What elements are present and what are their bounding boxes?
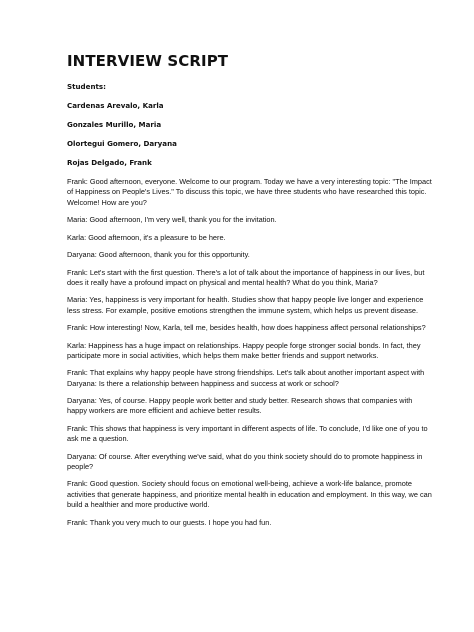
dialogue-paragraph: Daryana: Good afternoon, thank you for this opportunity. [67, 250, 250, 260]
dialogue-paragraph: Frank: This shows that happiness is very important in different aspects of life. To conclude, I'd like one of you to ask me a question. [67, 423, 428, 444]
student-name: Olortegui Gomero, Daryana [67, 139, 177, 148]
dialogue-paragraph: Daryana: Of course. After everything we've said, what do you think society should do to promote happiness in people? [67, 451, 423, 471]
dialogue-paragraph: Maria: Yes, happiness is very important for health. Studies show that happy people live longer and experience less stress. For example, positive emotions strengthen the immune system, which helps us prevent disease. [67, 295, 424, 315]
dialogue-paragraph: Karla: Good afternoon, it's a pleasure to be here. [67, 232, 226, 242]
student-name: Rojas Delgado, Frank [67, 158, 152, 167]
dialogue-paragraph: Frank: How interesting! Now, Karla, tell me, besides health, how does happiness affect personal relationships? [67, 323, 426, 333]
students-label: Students: [67, 82, 106, 91]
dialogue [67, 177, 434, 528]
dialogue-paragraph: Frank: Good afternoon, everyone. Welcome to our program. Today we have a very interesting topic: "The Impact of Happiness on People's Lives." To discuss this topic, we have three students who have researched this topic. Welcome! How are you? [67, 177, 432, 207]
dialogue-paragraph: Frank: Thank you very much to our guests. I hope you had fun. [67, 517, 272, 527]
student-name: Cardenas Arevalo, Karla [67, 101, 164, 110]
dialogue-paragraph: Maria: Good afternoon, I'm very well, thank you for the invitation. [67, 215, 277, 225]
dialogue-paragraph: Daryana: Yes, of course. Happy people work better and study better. Research shows that companies with happy workers are more efficient and achieve better results. [67, 396, 413, 416]
document-title: INTERVIEW SCRIPT [67, 52, 229, 70]
dialogue-paragraph: Karla: Happiness has a huge impact on relationships. Happy people forge stronger social bonds. In fact, they participate more in social activities, which helps them make better friends and support networks. [67, 340, 421, 360]
dialogue-paragraph: Frank: Good question. Society should focus on emotional well-being, achieve a work-life balance, promote activities that generate happiness, and prioritize mental health in education and employment. In this way, we can build a healthier and more productive world. [67, 479, 432, 510]
student-name: Gonzales Murillo, Maria [67, 120, 162, 129]
dialogue-paragraph: Frank: That explains why happy people have strong friendships. Let's talk about another important aspect with Daryana: Is there a relationship between happiness and success at work or school? [67, 368, 425, 388]
dialogue-paragraph: Frank: Let's start with the first question. There's a lot of talk about the importance of happiness in our lives, but does it really have a profound impact on physical and mental health? What do you think, Maria? [67, 267, 425, 287]
students-list [67, 82, 434, 167]
